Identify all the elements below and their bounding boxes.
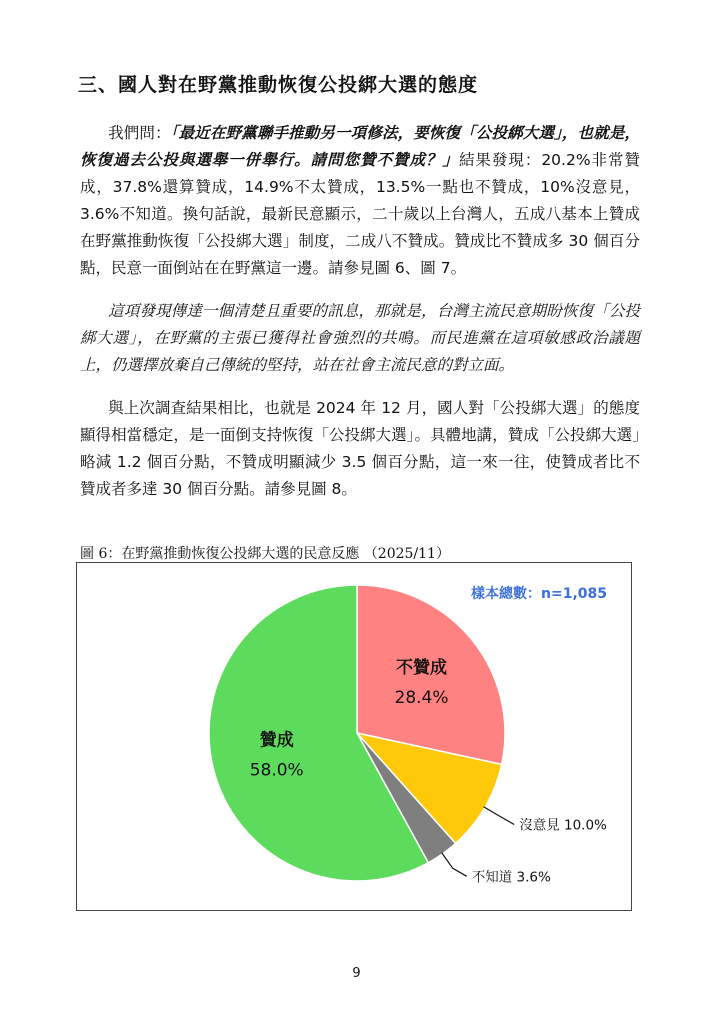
- pie-value-3: 58.0%: [249, 760, 304, 781]
- pie-chart: [77, 563, 633, 912]
- paragraph-comparison: [80, 395, 640, 503]
- figure-caption: 圖 6：在野黨推動恢復公投綁大選的民意反應 （2025/11）: [80, 546, 450, 562]
- page-number: 9: [352, 966, 361, 981]
- question-lead: 我們問：: [108, 124, 171, 142]
- pie-callout-2: 不知道 3.6%: [471, 869, 551, 886]
- result-text: 結果發現：20.2%非常贊成，37.8%還算贊成，14.9%不太贊成，13.5%一點也不贊成，10%沒意見，3.6%不知道。換句話說，最新民意顯示，二十歲以上台灣人，五成八基本上贊成在野黨推動恢復「公投綁大選」制度，二成八不贊成。贊成比不贊成多 30 個百分點，民意一面倒站在在野黨這一邊。請參見圖 6、圖 7。: [80, 151, 640, 277]
- survey-question: 「最近在野黨聯手推動另一項修法，要恢復「公投綁大選」，也就是，恢復過去公投與選舉一併舉行。請問您贊不贊成？」: [80, 124, 640, 169]
- pie-callout-1: 沒意見 10.0%: [519, 817, 607, 834]
- paragraph-interpretation: [80, 298, 640, 379]
- paragraph-survey-result: [80, 120, 640, 282]
- comparison-text: 與上次調查結果相比，也就是 2024 年 12 月，國人對「公投綁大選」的態度顯得相當穩定，是一面倒支持恢復「公投綁大選」。具體地講，贊成「公投綁大選」略減 1.2 個百分點，不贊成明顯減少 3.5 個百分點，這一來一往，使贊成者比不贊成者多達 30 個百分點。請參見圖 8。: [80, 399, 640, 498]
- pie-label-0: 不贊成: [396, 657, 448, 678]
- sample-size-annotation: 樣本總數：n=1,085: [471, 586, 607, 602]
- leader-line-2: [442, 853, 467, 877]
- pie-label-3: 贊成: [259, 730, 294, 751]
- section-title: 三、國人對在野黨推動恢復公投綁大選的態度: [78, 74, 479, 96]
- interpretation-text: 這項發現傳達一個清楚且重要的訊息，那就是，台灣主流民意期盼恢復「公投綁大選」，在野黨的主張已獲得社會強烈的共鳴。而民進黨在這項敏感政治議題上，仍選擇放棄自己傳統的堅持，站在社會主流民意的對立面。: [80, 302, 640, 374]
- figure-6-chart-frame: [76, 562, 632, 911]
- leader-line-1: [484, 807, 515, 825]
- pie-value-0: 28.4%: [394, 687, 449, 708]
